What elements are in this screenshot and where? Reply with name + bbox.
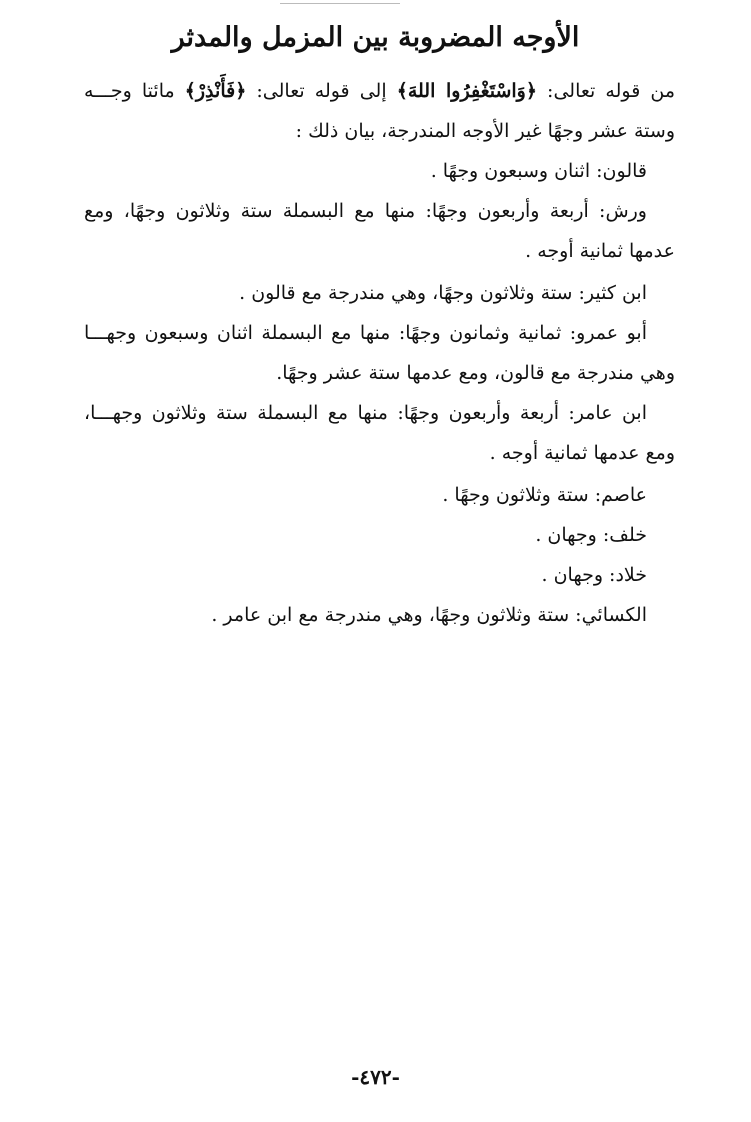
intro-text-end: مائتا وجـــه [84, 80, 185, 102]
page-number: -٤٧٢- [351, 1065, 400, 1089]
line-khallad: خلاد: وجهان . [541, 564, 647, 586]
line-abu-amr-1: أبو عمرو: ثمانية وثمانون وجهًا: منها مع البسملة اثنان وسبعون وجهـــا [84, 322, 647, 344]
intro-line-1 [84, 76, 675, 106]
line-warsh-1: ورش: أربعة وأربعون وجهًا: منها مع البسملة ستة وثلاثون وجهًا، ومع [84, 200, 647, 222]
line-qalun: قالون: اثنان وسبعون وجهًا . [430, 160, 647, 182]
verse-istighfar: ﴿وَاسْتَغْفِرُوا اللهَ﴾ [396, 80, 537, 102]
line-ibn-kathir: ابن كثير: ستة وثلاثون وجهًا، وهي مندرجة مع قالون . [239, 282, 647, 304]
line-ibn-amir-1: ابن عامر: أربعة وأربعون وجهًا: منها مع البسملة ستة وثلاثون وجهـــا، [84, 402, 647, 424]
line-kisai: الكسائي: ستة وثلاثون وجهًا، وهي مندرجة مع ابن عامر . [211, 604, 647, 626]
line-abu-amr-2: وهي مندرجة مع قالون، ومع عدمها ستة عشر وجهًا. [276, 362, 675, 384]
line-khalaf: خلف: وجهان . [535, 524, 647, 546]
top-rule [280, 3, 400, 4]
page-title: الأوجه المضروبة بين المزمل والمدثر [171, 22, 580, 53]
intro-text-middle: إلى قوله تعالى: [246, 80, 397, 102]
intro-line-2: وستة عشر وجهًا غير الأوجه المندرجة، بيان ذلك : [295, 120, 675, 142]
verse-fa-andhir: ﴿فَأَنْذِرْ﴾ [184, 80, 247, 102]
line-asim: عاصم: ستة وثلاثون وجهًا . [442, 484, 647, 506]
line-ibn-amir-2: ومع عدمها ثمانية أوجه . [489, 442, 675, 464]
line-warsh-2: عدمها ثمانية أوجه . [525, 240, 675, 262]
intro-text-start: من قوله تعالى: [536, 80, 675, 102]
